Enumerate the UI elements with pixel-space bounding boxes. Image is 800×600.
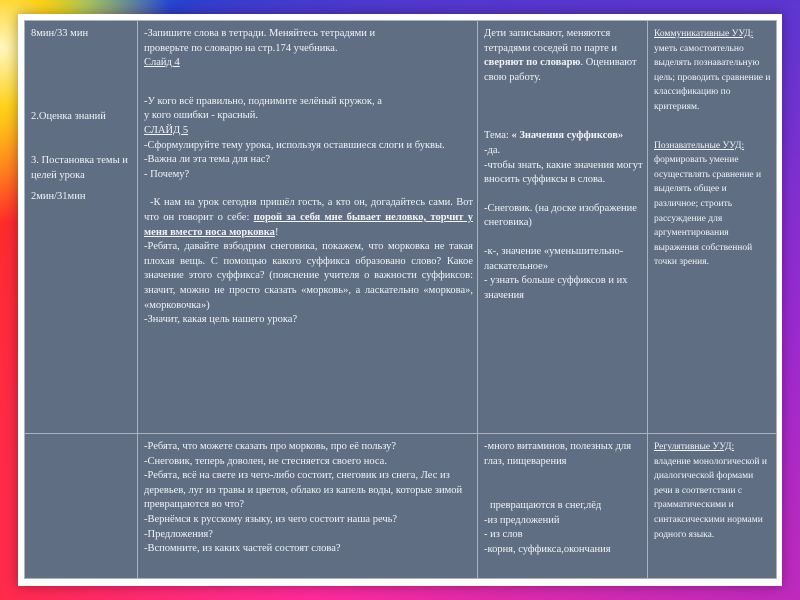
uud-heading: Коммуникативные УУД: [654,29,754,39]
text-line: проверьте по словарю на стр.174 учебника. [144,42,338,54]
teacher-activity-cell [138,21,478,434]
stage-title: 3. Постановка темы и целей урока [31,155,128,181]
text-paragraph: - узнать больше суффиксов и их значения [484,275,628,301]
table-row [25,21,777,434]
text-paragraph [484,129,643,144]
text-paragraph: -Снеговик. (на доске изображение снеговика) [484,202,637,229]
text-span: Дети записывают, меняются тетрадями соседей по парте и [484,28,618,54]
slide-label: Слайд 4 [144,57,180,69]
stage-cell [25,21,138,434]
text-line: -Предложения? [144,528,213,540]
text-line: -из предложений [484,514,560,526]
text-paragraph: -Ребята, всё на свете из чего-либо состоит, снеговик из снега, Лес из деревьев, луг из травы и цветов, облако из капель воды, которые зимой превращаются во что? [144,470,463,511]
text-paragraph: -к-, значение «уменьшительно-ласкательное» [484,245,624,272]
text-line: -Сформулируйте тему урока, используя оставшиеся слоги и буквы. [144,139,445,151]
uud-cell [648,434,777,579]
text-line: -Запишите слова в тетради. Меняйтесь тетрадями и [144,28,376,39]
text-line: -Снеговик, теперь доволен, не стесняется своего носа. [144,455,387,467]
uud-text: владение монологической и диалогической формами речи в соответствии с грамматическими и синтаксическими нормами родного языка. [654,456,767,540]
text-line: -Вернёмся к русскому языку, из чего состоит наша речь? [144,513,398,525]
text-line: - Почему? [144,168,190,180]
uud-heading: Регулятивные УУД: [654,442,735,452]
text-span: -К нам на урок сегодня пришёл гость, а кто он, догадайтесь сами. Вот что он говорит о себе: [144,197,473,223]
text-line: -Ребята, что можете сказать про морковь, про её пользу? [144,441,397,452]
lesson-table [24,20,777,579]
text-paragraph [484,27,643,85]
uud-text: формировать умение осуществлять сравнение и выделять общее и различное; строить рассуждение для аргументирования выражения собственной точки зрения. [654,155,762,268]
time-label: 8мин/33 мин [31,28,89,39]
riddle-text: порой за себя мне бывает неловко, торчит у меня вместо носа морковка [144,211,473,238]
text-span: . Оценивают свою работу. [484,57,637,83]
student-activity-cell [478,21,648,434]
text-paragraph: -много витаминов, полезных для глаз, пищеварения [484,441,632,467]
text-paragraph: -Ребята, давайте взбодрим снеговика, покажем, что морковка не такая плохая вещь. С помощью какого суффикса образовано слово? Какое значение этого суффикса? (пояснение учителя о важности суффиксов: значит, можно не просто сказать «морковь», а ласкательно «моркова», «морковочка») [144,241,473,311]
text-line: -У кого всё правильно, поднимите зелёный кружок, а [144,95,382,107]
teacher-activity-cell [138,434,478,579]
uud-cell [648,21,777,434]
text-line: превращаются в снег,лёд [490,500,602,512]
text-span-bold: сверяют по словарю [484,57,581,69]
text-line: - из слов [484,529,523,541]
text-line: -Важна ли эта тема для нас? [144,154,271,166]
text-line: -Вспомните, из каких частей состоят слова? [144,543,341,555]
text-line: -да. [484,144,501,156]
time-label: 2мин/31мин [31,191,86,203]
stage-cell [25,434,138,579]
text-span: Тема: [484,130,512,142]
text-span: ! [274,226,279,238]
uud-heading: Познавательные УУД: [654,140,745,151]
text-line: -Значит, какая цель нашего урока? [144,314,298,326]
table-row [25,434,777,579]
text-line: -корня, суффикса,окончания [484,543,611,555]
topic-title: « Значения суффиксов» [511,130,624,142]
uud-text: уметь самостоятельно выделять познавательную цель; проводить сравнение и классификацию по критериям. [654,43,771,112]
stage-title: 2.Оценка знаний [31,110,106,122]
text-paragraph: -чтобы знать, какие значения могут вносить суффиксы в слова. [484,159,643,186]
text-line: у кого ошибки - красный. [144,110,258,122]
text-paragraph [144,196,473,240]
slide-label: СЛАЙД 5 [144,124,189,136]
student-activity-cell [478,434,648,579]
